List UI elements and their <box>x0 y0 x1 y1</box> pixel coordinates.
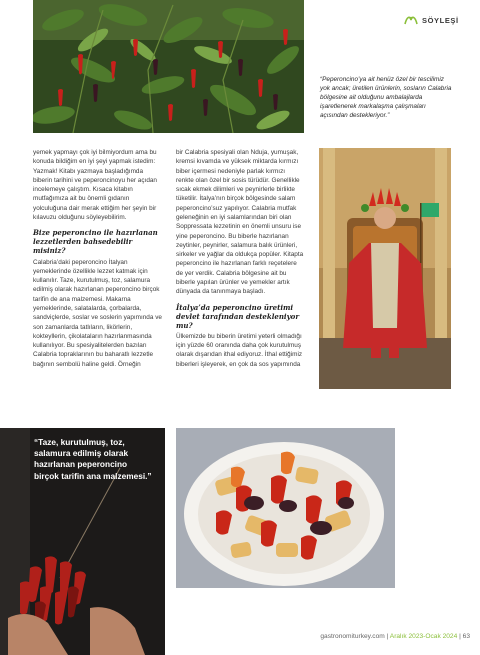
page-footer <box>300 633 470 640</box>
costumed-man-image <box>319 148 451 389</box>
article-column-2 <box>176 148 304 369</box>
pull-quote-left: “Taze, kurutulmuş, toz, salamura edilmiş olarak hazırlanan peperoncino birçok tarifin ana malzemesi.” <box>34 437 152 481</box>
magazine-logo-icon <box>404 14 418 26</box>
section-tag <box>404 12 474 28</box>
page-number: 63 <box>462 633 470 640</box>
intro-paragraph: yemek yapmayı çok iyi bilmiyordum ama bu konuda bildiğim en iyi şeyi yapmak istedim: Yazmak! Kitabı yazmaya başladığımda biberin tarihini ve peperoncinoyu her açıdan incelemeye çalıştım. Kısaca kitabın mutfağımıza ait bu önemli gıdanın yolculuğuna dair merak ettiğim her şeyin bir kılavuzu olduğunu söyleyebilirim. <box>33 149 157 221</box>
section-label: SÖYLEŞİ <box>422 15 459 25</box>
answer-paragraph-2: Ülkemizde bu biberin üretimi yeterli olmadığı için yüzde 60 oranında daha çok kurutulmuş olarak dışarıdan ithal ediyoruz. İthal ettiğimiz biberleri işleyerek, en çok da sos yapımında <box>176 332 303 368</box>
pull-quote-right: “Peperoncino’ya ait henüz özel bir tescilimiz yok ancak; üretilen ürünlerin, sosların Calabria bölgesine ait olduğunu ambalajlarda işaretlenerek markalaşma çalışmaları açısından destekleriyor.” <box>320 76 452 120</box>
footer-site: gastronomiturkey.com <box>320 633 385 640</box>
footer-date: Aralık 2023-Ocak 2024 <box>389 633 458 640</box>
answer-paragraph-1: Calabria’daki peperoncino İtalyan yemeklerinde özellikle lezzet katmak için kullanılır. Taze, kurutulmuş, toz, salamura edilmiş olarak hazırlanan peperoncino birçok tarifin de ana malzemesi. Makarna yemeklerinde, salatalarda, çorbalarda, sandviçlerde, soslar ve soslerin yapımında ve son zamanlarda tatlıların, likörlerin, kokteyllerin, çikolataların hazırlanmasında kullanılıyor. Bu spesiyalitelerden bazıları Calabria topraklarının bu baharatlı lezzetle bağının sembolü haline geldi. Örneğin <box>33 258 162 368</box>
costumed-man-photo <box>319 148 451 389</box>
article-column-1 <box>33 148 163 369</box>
footer-separator: | <box>386 633 389 640</box>
pepper-plants-image <box>33 0 304 133</box>
question-heading-2: İtalya’da peperoncino üretimi devlet tarafından destekleniyor mu? <box>176 302 300 330</box>
pepper-plants-photo <box>33 0 304 133</box>
body-paragraph-2: bir Calabria spesiyali olan Nduja, yumuşak, kremsi kıvamda ve yüksek miktarda kırmızı biber içermesi nedeniyle parlak kırmızı renkte olan özel bir sosis türüdür. Genellikle sıcak ekmek dilimleri ve peynirlerle birlikte tüketilir. İtalya’nın birçok bölgesinde salam peperoncino’suz yapılıyor. Calabria mutfak geleneğinin en iyi salamlarından biri olan Soppressata lezzetinin en önemli unsuru ise yine peperoncino. Bu biberle hazırlanan zeytinler, peynirler, salamura balık ürünleri, sirkeler ve yağlar da oldukça popüler. Kitapta peperoncino ile hazırlanan farklı reçetelere de yer verdik. Calabria bölgesine ait bu biberle yapılan ürünler ve yemekler artık dünyada da tanınmaya başladı. <box>176 149 304 296</box>
footer-separator-2: | <box>459 633 461 640</box>
pepper-dish-image <box>176 428 395 588</box>
pepper-dish-photo <box>176 428 395 588</box>
question-heading-1: Bize peperoncino ile hazırlanan lezzetlerden bahsedebilir misiniz? <box>33 228 158 256</box>
